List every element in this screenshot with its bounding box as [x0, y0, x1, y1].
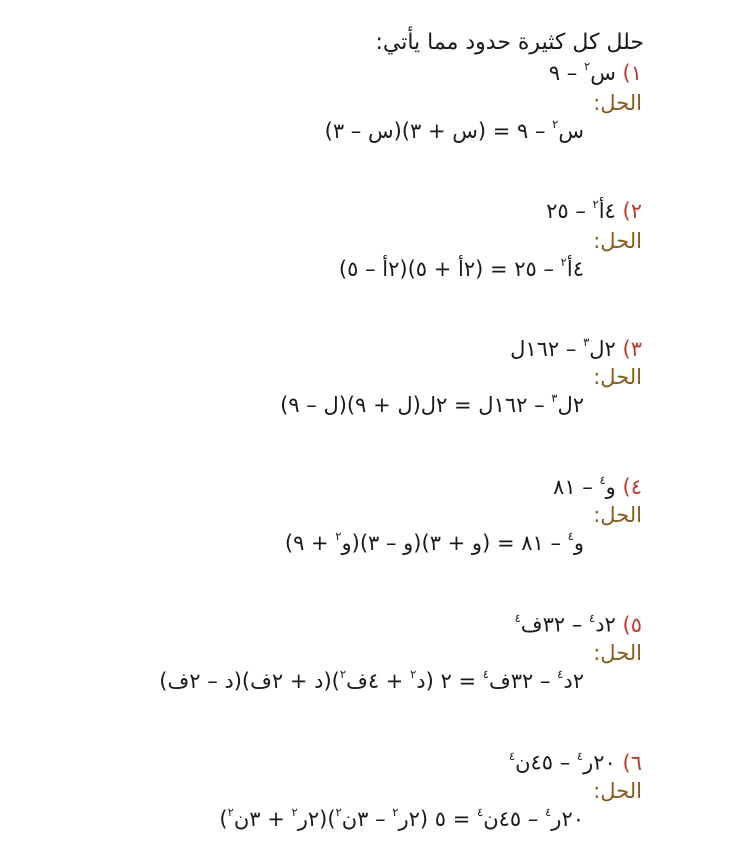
problem-number: ١): [622, 61, 642, 85]
exponent: ٢: [560, 255, 567, 270]
exponent: ٢: [592, 197, 599, 212]
exponent: ٢: [335, 805, 342, 820]
exponent: ٣: [583, 335, 590, 350]
solution-label: الحل:: [593, 229, 642, 253]
problem-expression: و$^٤$ – ٨١: [553, 473, 616, 499]
problem-3: [510, 336, 642, 362]
exponent: ٣: [551, 391, 558, 406]
exponent: ٤: [599, 473, 606, 488]
problem-2: [546, 198, 642, 224]
exponent: ٤: [477, 805, 484, 820]
exponent: ٤: [588, 611, 596, 626]
problem-1: [549, 60, 642, 86]
problem-number: ٥): [622, 613, 642, 637]
problem-expression: ٢د$^٤$ – ٣٢ف$^٤$: [514, 611, 616, 637]
exponent: ٤: [567, 529, 574, 544]
exponent: ٤: [557, 667, 564, 682]
exponent: ٢: [583, 59, 591, 74]
page-heading: حلل كل كثيرة حدود مما يأتي:: [375, 30, 644, 55]
solution-label: الحل:: [593, 91, 642, 115]
solution-label: الحل:: [593, 365, 642, 389]
problem-5: [515, 612, 642, 638]
solution-6: ٢٠ر$^٤$ – ٤٥ن$^٤$ = ٥ (٢ر$^٢$ – ٣ن$^٢$)(٢ر$^٢$ + ٣ن$^٢$): [219, 805, 584, 831]
exponent: ٤: [482, 667, 489, 682]
exponent: ٢: [392, 805, 399, 820]
solution-1: س$^٢$ – ٩ = (س + ٣)(س – ٣): [324, 117, 584, 143]
problem-expression: ٢ل$^٣$ – ١٦٢ل: [510, 335, 616, 361]
exponent: ٢: [552, 117, 559, 132]
solution-label: الحل:: [593, 779, 642, 803]
problem-number: ٤): [622, 475, 642, 499]
exponent: ٤: [576, 749, 584, 764]
problem-expression: ٤أ$^٢$ – ٢٥: [546, 197, 616, 223]
solution-2: ٤أ$^٢$ – ٢٥ = (٢أ + ٥)(٢أ – ٥): [338, 255, 584, 281]
solution-3: ٢ل$^٣$ – ١٦٢ل = ٢ل(ل + ٩)(ل – ٩): [280, 391, 584, 417]
solution-4: و$^٤$ – ٨١ = (و + ٣)(و – ٣)(و$^٢$ + ٩): [284, 529, 584, 555]
exponent: ٢: [335, 529, 342, 544]
problem-4: [553, 474, 642, 500]
problem-expression: س$^٢$ – ٩: [548, 59, 616, 85]
exponent: ٤: [545, 805, 552, 820]
problem-number: ٣): [622, 337, 642, 361]
exponent: ٤: [514, 611, 521, 626]
problem-number: ٦): [622, 751, 642, 775]
problem-expression: ٢٠ر$^٤$ – ٤٥ن$^٤$: [508, 749, 616, 775]
exponent: ٢: [291, 805, 298, 820]
exponent: ٢: [410, 667, 417, 682]
exponent: ٢: [227, 805, 234, 820]
solution-5: ٢د$^٤$ – ٣٢ف$^٤$ = ٢ (د$^٢$ + ٤ف$^٢$)(د + ٢ف)(د – ٢ف): [159, 667, 584, 693]
exponent: ٢: [339, 667, 347, 682]
problem-6: [509, 750, 642, 776]
exponent: ٤: [508, 749, 516, 764]
solution-label: الحل:: [593, 503, 642, 527]
solution-label: الحل:: [593, 641, 642, 665]
problem-number: ٢): [622, 199, 642, 223]
